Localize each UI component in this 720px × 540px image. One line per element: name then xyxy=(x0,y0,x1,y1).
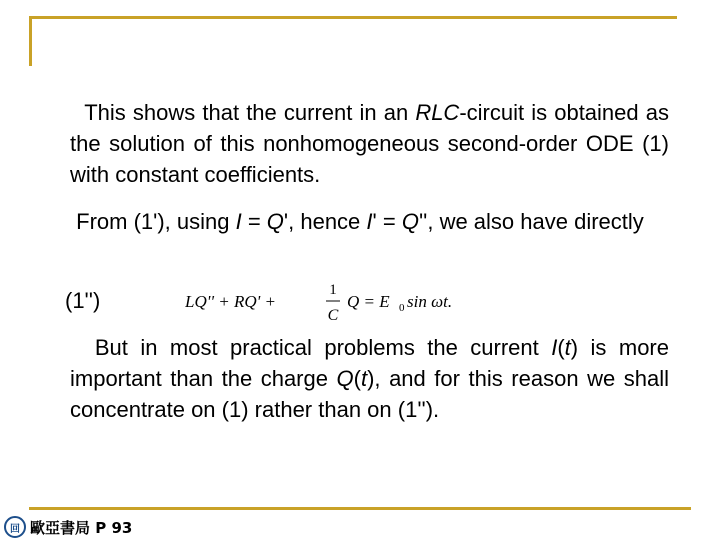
frame-top-rule xyxy=(29,16,677,19)
eq-frac-den: C xyxy=(327,307,339,324)
eq-rhs: sin ωt. xyxy=(407,292,453,311)
paragraph-rlc-ode: This shows that the current in an RLC-circuit is obtained as the solution of this nonhomogeneous second-order ODE (1) with constant coefficients. xyxy=(70,100,669,187)
eq-lhs1: LQ'' + RQ' + xyxy=(185,292,276,311)
frame-bottom-rule xyxy=(29,507,691,510)
footer xyxy=(4,516,132,538)
footer-publisher-page: 歐亞書局 P 93 xyxy=(30,518,133,537)
paragraph-from-1prime: From (1'), using I = Q', hence I' = Q'', we also have directly xyxy=(76,209,644,234)
paragraph-practical-problems: But in most practical problems the current I(t) is more important than the charge Q(t), and for this reason we shall concentrate on (1) rather than on (1''). xyxy=(70,335,669,422)
eq-subscript: 0 xyxy=(399,302,405,314)
publisher-logo-icon: 回 xyxy=(4,516,26,538)
frame-left-rule xyxy=(29,16,32,66)
eq-frac-num: 1 xyxy=(329,282,337,298)
eq-lhs2: Q = E xyxy=(347,292,390,311)
equation-1-double-prime xyxy=(185,276,505,326)
equation-label: (1'') xyxy=(65,288,101,313)
